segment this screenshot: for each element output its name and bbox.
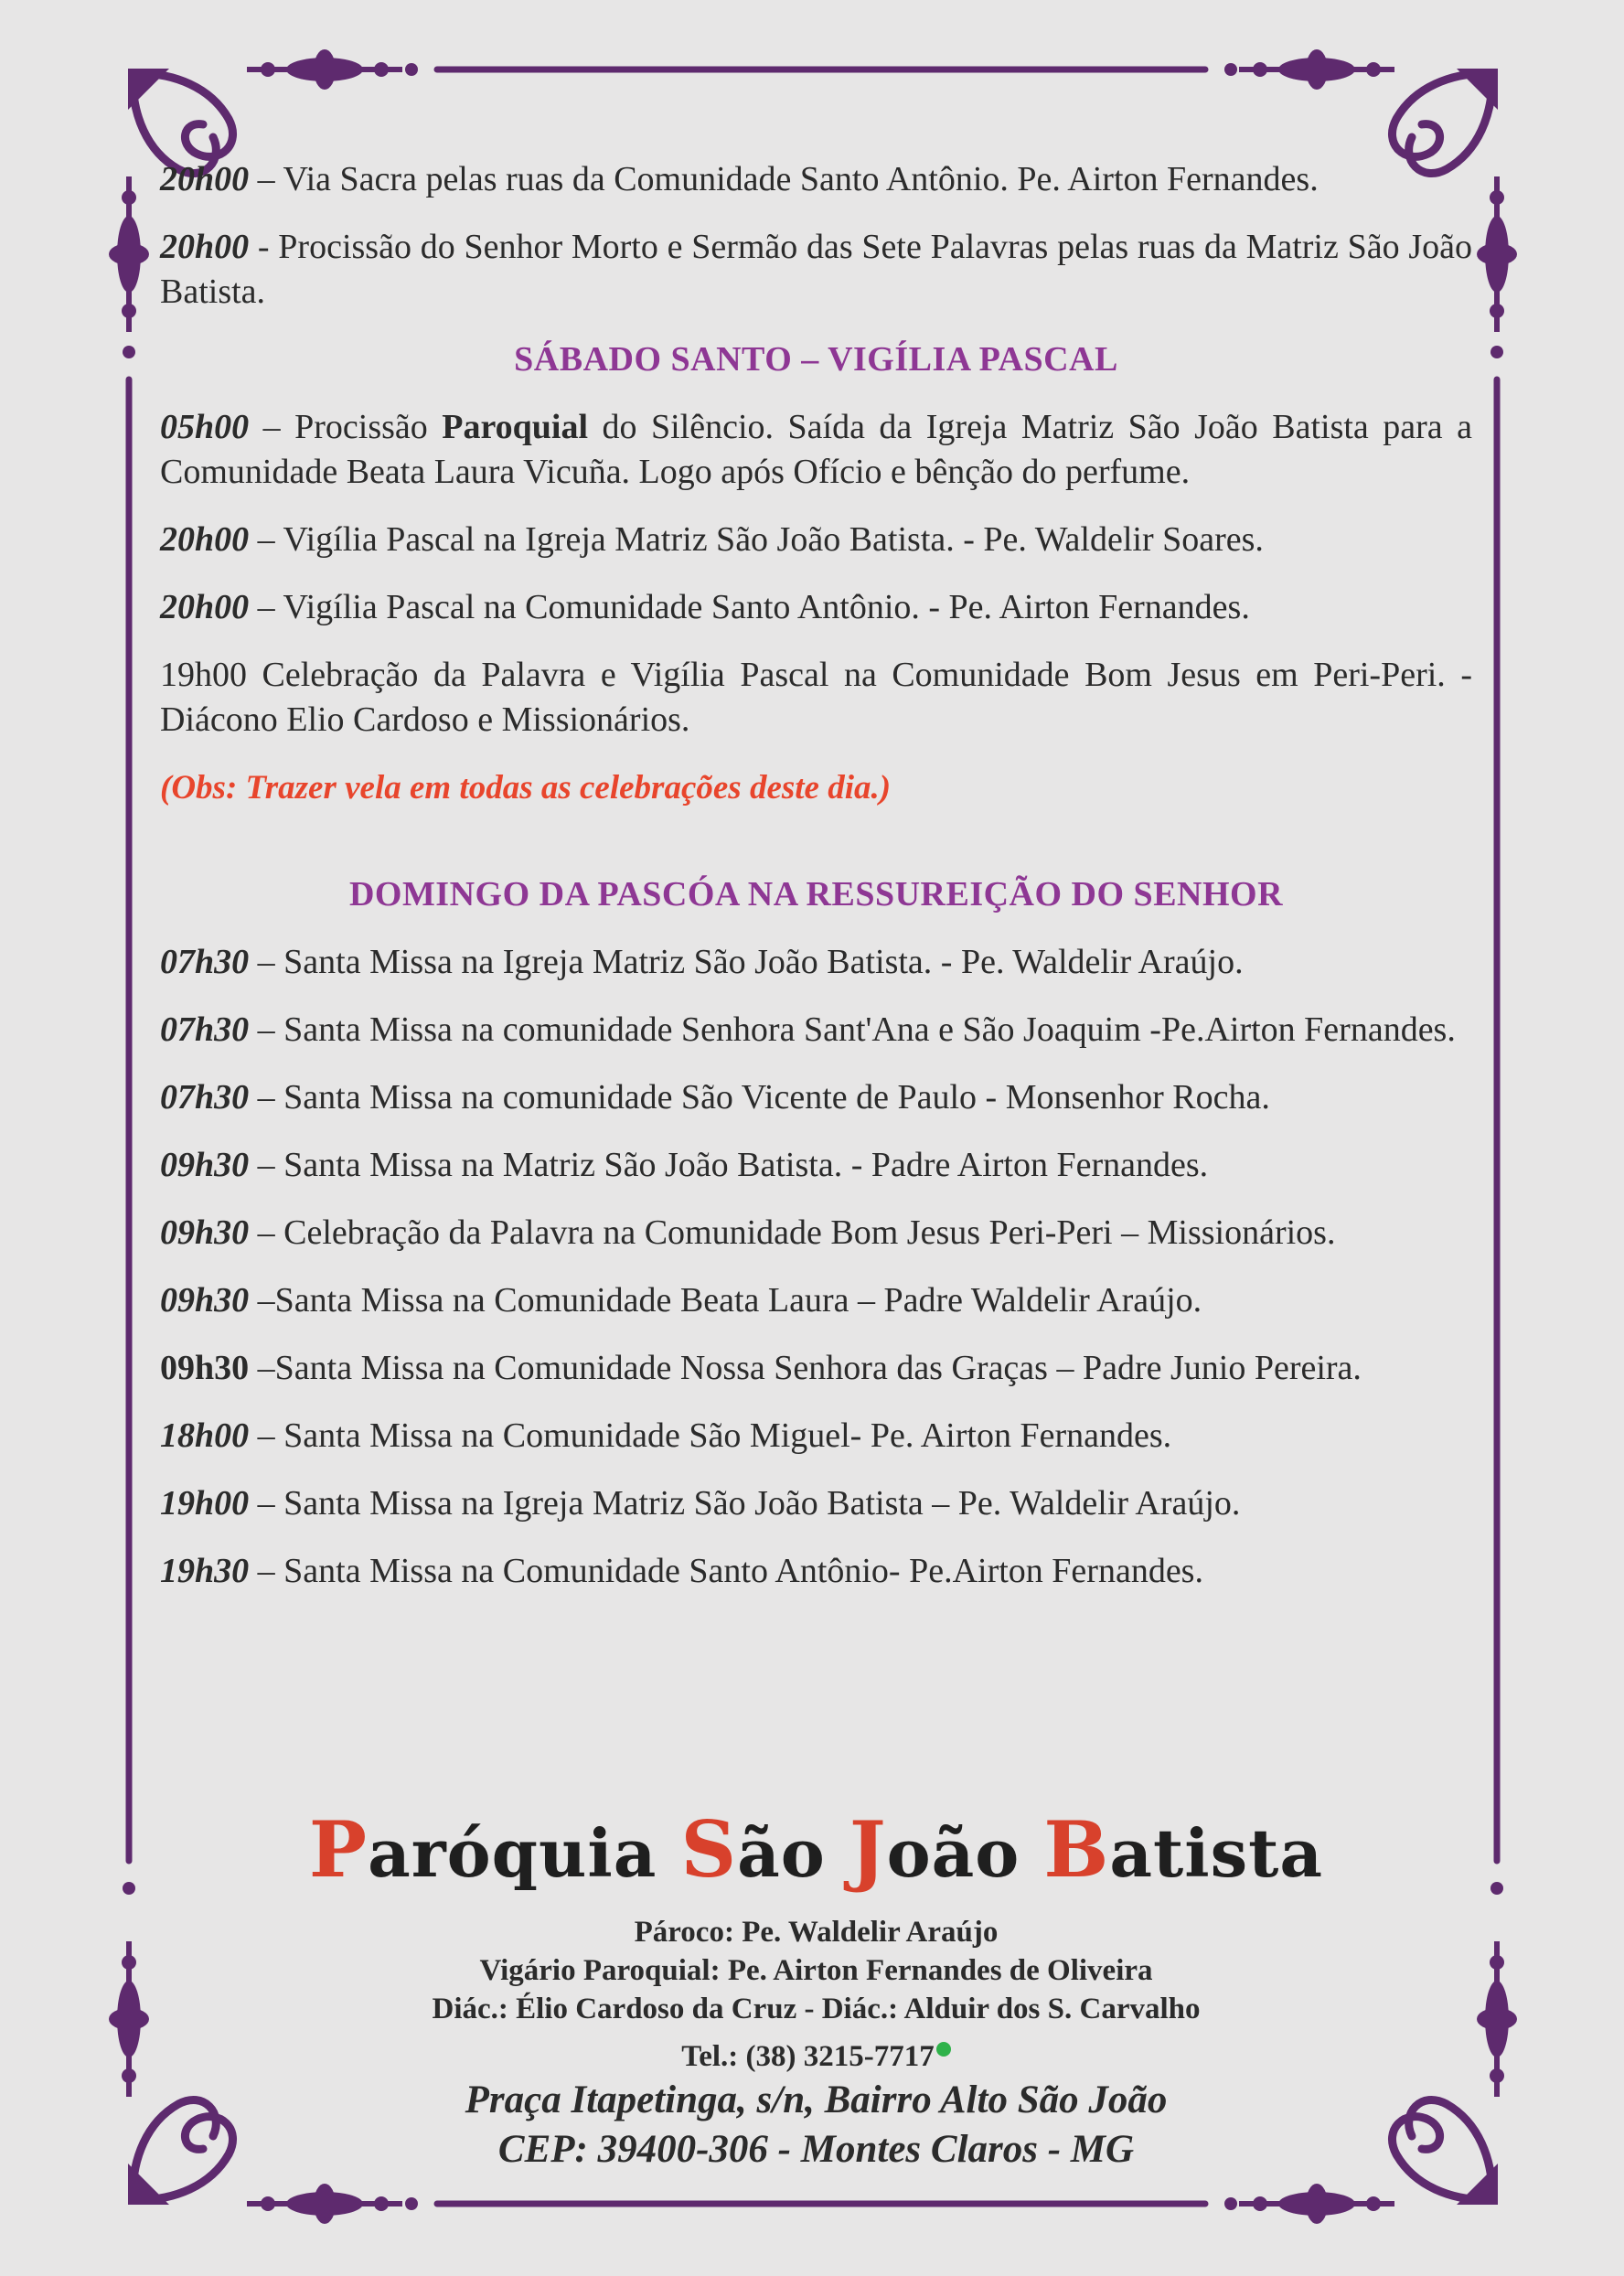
schedule-entry: 19h30 – Santa Missa na Comunidade Santo Antônio- Pe.Airton Fernandes. [160,1552,1203,1590]
schedule-entry: 07h30 – Santa Missa na Igreja Matriz São João Batista. - Pe. Waldelir Araújo. [160,943,1244,981]
domingo-pascoa-heading: DOMINGO DA PASCÓA NA RESSUREIÇÃO DO SENHOR [348,875,1284,914]
entry-text: Via Sacra pelas ruas da Comunidade Santo Antônio. Pe. Airton Fernandes. [283,160,1319,198]
vigario: Vigário Paroquial: Pe. Airton Fernandes de Oliveira [479,1954,1153,1987]
obs-note: (Obs: Trazer vela em todas as celebrações deste dia.) [160,769,892,807]
whatsapp-icon [936,2042,951,2057]
entry-time: 20h00 [160,588,250,626]
schedule-entry: 07h30 – Santa Missa na comunidade São Vicente de Paulo - Monsenhor Rocha. [160,1078,1270,1117]
sabado-santo-heading: SÁBADO SANTO – VIGÍLIA PASCAL [514,340,1118,379]
entry-time: 20h00 [160,160,250,198]
schedule-entry: 20h00 – Vigília Pascal na Comunidade Santo Antônio. - Pe. Airton Fernandes. [160,588,1250,626]
schedule-entry: 19h00 Celebração da Palavra e Vigília Pascal na Comunidade Bom Jesus em Peri-Peri. - Diácono Elio Cardoso e Missionários. [160,656,1472,739]
paroco: Pároco: Pe. Waldelir Araújo [634,1916,999,1949]
schedule-entry: 07h30 – Santa Missa na comunidade Senhora Sant'Ana e São Joaquim -Pe.Airton Fernandes. [160,1010,1456,1049]
entry-text: Vigília Pascal na Igreja Matriz São João Batista. - Pe. Waldelir Soares. [283,520,1264,559]
domingo-schedule-list [160,940,1472,1594]
parish-logo-title: Paróquia São João Batista [308,1804,1324,1895]
schedule-entry: 09h30 –Santa Missa na Comunidade Nossa Senhora das Graças – Padre Junio Pereira. [160,1349,1362,1387]
schedule-entry: 20h00 – Vigília Pascal na Igreja Matriz São João Batista. - Pe. Waldelir Soares. [160,520,1264,559]
schedule-entry: 05h00 – Procissão Paroquial do Silêncio. Saída da Igreja Matriz São João Batista para a Comunidade Beata Laura Vicuña. Logo após Ofício e bênção do perfume. [160,408,1472,491]
schedule-entry: 20h00 – Via Sacra pelas ruas da Comunidade Santo Antônio. Pe. Airton Fernandes. [160,160,1319,198]
entry-text: Vigília Pascal na Comunidade Santo Antônio. - Pe. Airton Fernandes. [283,588,1250,626]
parish-footer [160,1804,1472,2174]
telephone: Tel.: (38) 3215-7717 [160,2037,1472,2076]
entry-time: 05h00 [160,408,250,446]
entry-time: 20h00 [160,520,250,559]
entry-text: Procissão do Senhor Morto e Sermão das Sete Palavras pelas ruas da Matriz São João Batista. [160,228,1473,311]
entry-time: 20h00 [160,228,250,266]
address: Praça Itapetinga, s/n, Bairro Alto São João [465,2078,1168,2121]
schedule-entry: 19h00 – Santa Missa na Igreja Matriz São João Batista – Pe. Waldelir Araújo. [160,1484,1241,1523]
entry-text: do Silêncio. Saída da Igreja Matriz São João Batista para a Comunidade Beata Laura Vicuña. Logo após Ofício e bênção do perfume. [160,408,1472,491]
schedule-entry: 09h30 – Celebração da Palavra na Comunidade Bom Jesus Peri-Peri – Missionários. [160,1213,1336,1252]
diaconos: Diác.: Élio Cardoso da Cruz - Diác.: Alduir dos S. Carvalho [432,1993,1201,2025]
schedule-content [160,157,1472,1617]
schedule-entry: 20h00 - Procissão do Senhor Morto e Sermão das Sete Palavras pelas ruas da Matriz São João Batista. [160,228,1473,311]
schedule-entry: 09h30 – Santa Missa na Matriz São João Batista. - Padre Airton Fernandes. [160,1146,1209,1184]
cep: CEP: 39400-306 - Montes Claros - MG [497,2128,1135,2171]
schedule-entry: 18h00 – Santa Missa na Comunidade São Miguel- Pe. Airton Fernandes. [160,1416,1172,1455]
schedule-entry: 09h30 –Santa Missa na Comunidade Beata Laura – Padre Waldelir Araújo. [160,1281,1202,1320]
